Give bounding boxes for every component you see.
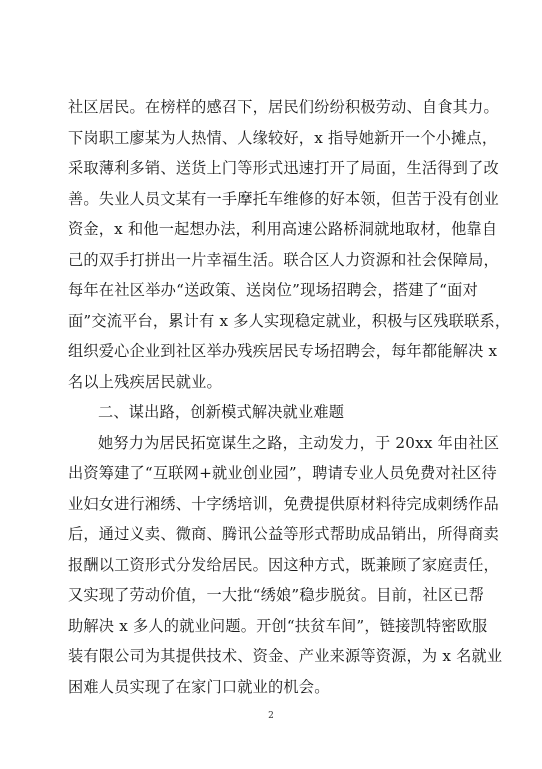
- document-body: [68, 92, 511, 702]
- paragraph-last-line: 名以上残疾居民就业。: [68, 372, 222, 391]
- body-line: 资金，x 和他一起想办法，利用高速公路桥洞就地取材，他靠自: [68, 220, 498, 238]
- body-line: 助解决 x 多人的就业问题。开创“扶贫车间”，链接凯特密欧服: [68, 616, 488, 635]
- body-line: 己的双手打拼出一片幸福生活。联合区人力资源和社会保障局，: [68, 250, 499, 269]
- page-number: 2: [268, 711, 274, 721]
- body-line: 下岗职工廖某为人热情、人缘较好，x 指导她新开一个小摊点，: [68, 128, 498, 147]
- body-line: 装有限公司为其提供技术、资金、产业来源等资源，为 x 名就业: [68, 647, 503, 665]
- body-line: 组织爱心企业到社区举办残疾居民专场招聘会，每年都能解决 x: [68, 342, 498, 360]
- body-line: 又实现了劳动价值，一大批“绣娘”稳步脱贫。目前，社区已帮: [68, 586, 485, 604]
- body-line: 业妇女进行湘绣、十字绣培训，免费提供原材料待完成刺绣作品: [68, 494, 499, 513]
- body-line: 采取薄利多销、送货上门等形式迅速打开了局面，生活得到了改: [68, 159, 499, 177]
- paragraph-first-line: 她努力为居民拓宽谋生之路，主动发力，于 20xx 年由社区: [98, 433, 500, 452]
- body-line: 面”交流平台，累计有 x 多人实现稳定就业，积极与区残联联系，: [68, 311, 511, 330]
- paragraph-last-line: 困难人员实现了在家门口就业的机会。: [68, 677, 330, 696]
- body-line: 报酬以工资形式分发给居民。因这种方式，既兼顾了家庭责任，: [68, 555, 499, 574]
- body-line: 出资筹建了“互联网+就业创业园”，聘请专业人员免费对社区待: [68, 464, 497, 482]
- body-line: 每年在社区举办“送政策、送岗位”现场招聘会，搭建了“面对: [68, 281, 478, 299]
- body-line: 后，通过义卖、微商、腾讯公益等形式帮助成品销出，所得商卖: [68, 525, 499, 543]
- body-line: 善。失业人员文某有一手摩托车维修的好本领，但苦于没有创业: [68, 189, 499, 208]
- body-line: 社区居民。在榜样的感召下，居民们纷纷积极劳动、自食其力。: [68, 98, 499, 116]
- section-heading: 二、谋出路，创新模式解决就业难题: [98, 403, 345, 421]
